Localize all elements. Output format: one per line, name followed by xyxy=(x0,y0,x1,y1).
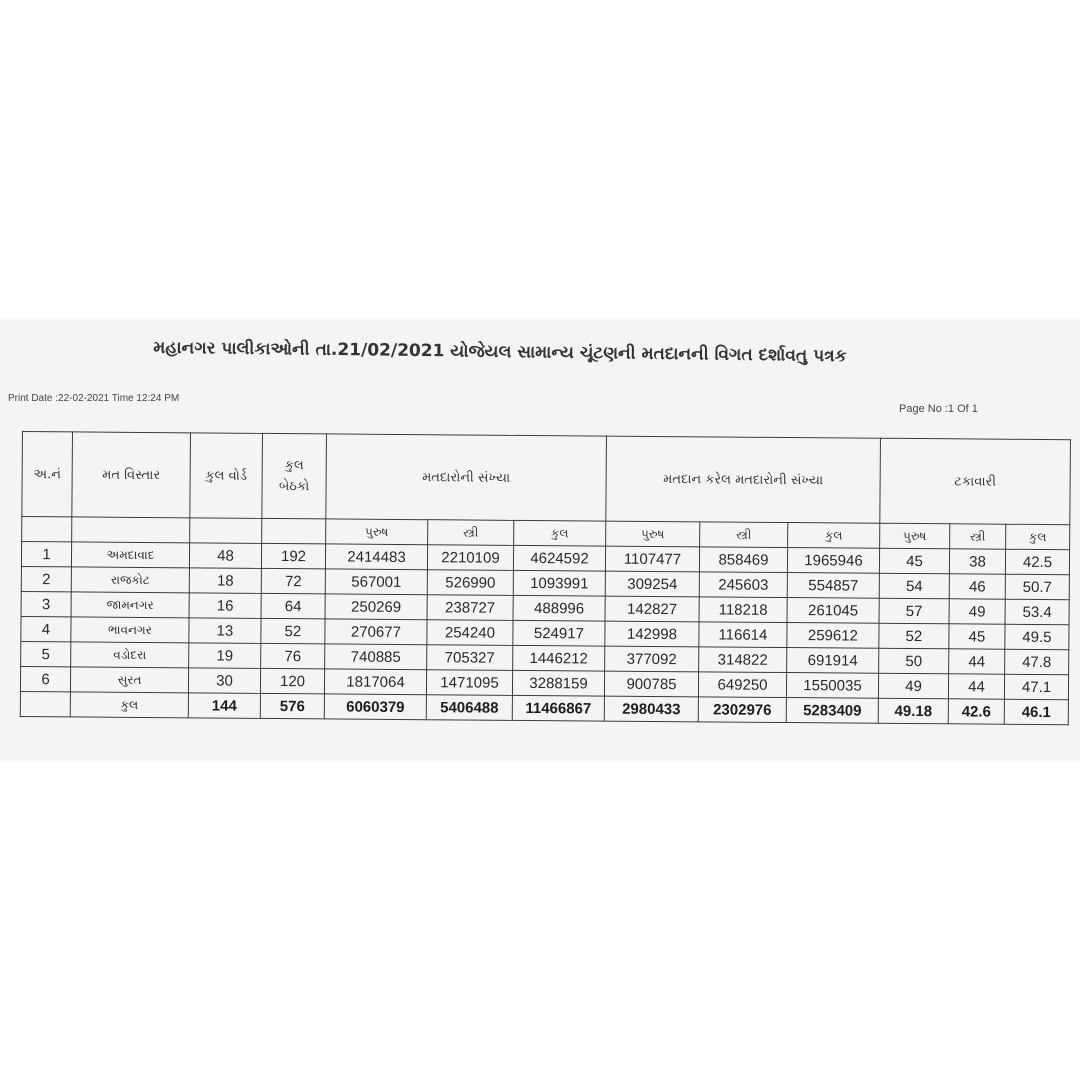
total-pct-male: 49.18 xyxy=(878,698,948,724)
total-seats: 576 xyxy=(260,693,324,719)
cell-voters-male: 250269 xyxy=(325,594,427,620)
total-label: કુલ xyxy=(70,692,188,718)
cell-voters-female: 1471095 xyxy=(426,670,512,696)
cell-pct-total: 47.1 xyxy=(1004,674,1068,700)
total-pct-female: 42.6 xyxy=(948,699,1004,724)
cell-wards: 19 xyxy=(189,643,261,669)
cell-voted-total: 261045 xyxy=(787,598,879,624)
header-row xyxy=(22,432,1071,525)
cell-voted-total: 554857 xyxy=(787,573,879,599)
cell-voters-female: 705327 xyxy=(427,645,513,671)
cell-voted-total: 1550035 xyxy=(786,673,878,699)
cell-seats: 76 xyxy=(261,643,325,669)
total-voted-female: 2302976 xyxy=(698,697,786,723)
cell-voted-total: 691914 xyxy=(787,648,879,674)
cell-serial: 1 xyxy=(21,542,71,567)
cell-pct-male: 54 xyxy=(879,573,949,599)
cell-serial: 3 xyxy=(21,591,71,616)
total-pct-total: 46.1 xyxy=(1004,699,1068,725)
cell-voters-male: 740885 xyxy=(325,644,427,670)
cell-pct-male: 50 xyxy=(879,648,949,674)
cell-voters-total: 4624592 xyxy=(513,545,605,571)
turnout-table xyxy=(20,431,1071,725)
subheader-cell: સ્ત્રી xyxy=(700,522,788,548)
cell-pct-female: 45 xyxy=(949,624,1005,649)
subheader-cell: સ્ત્રી xyxy=(428,520,514,546)
cell-pct-total: 50.7 xyxy=(1005,574,1069,600)
cell-voted-female: 118218 xyxy=(699,597,787,623)
total-voted-total: 5283409 xyxy=(786,698,878,724)
cell-seats: 72 xyxy=(261,568,325,594)
total-voters-male: 6060379 xyxy=(324,694,426,720)
cell-voted-male: 142998 xyxy=(605,621,699,647)
cell-pct-total: 42.5 xyxy=(1005,549,1069,575)
cell-voted-female: 245603 xyxy=(699,572,787,598)
cell-area: અમદાવાદ xyxy=(71,542,189,568)
total-voters-female: 5406488 xyxy=(426,695,512,721)
cell-wards: 13 xyxy=(189,618,261,644)
cell-wards: 30 xyxy=(188,668,260,694)
cell-pct-male: 52 xyxy=(879,623,949,649)
cell-voters-male: 1817064 xyxy=(324,669,426,695)
cell-seats: 120 xyxy=(260,668,324,694)
total-serial xyxy=(20,691,70,716)
cell-voted-female: 649250 xyxy=(698,672,786,698)
cell-voted-female: 314822 xyxy=(699,647,787,673)
cell-voted-total: 1965946 xyxy=(787,548,879,574)
cell-voted-male: 142827 xyxy=(605,596,699,622)
cell-voted-male: 309254 xyxy=(605,571,699,597)
subheader-empty xyxy=(72,517,190,543)
cell-voted-male: 1107477 xyxy=(605,546,699,572)
cell-voters-total: 3288159 xyxy=(512,670,604,696)
document-title: મહાનગર પાલીકાઓની તા.21/02/2021 યોજેયલ સામાન્ય ચૂંટણની મતદાનની વિગત દર્શાવતુ પત્રક xyxy=(153,337,847,367)
cell-voted-female: 116614 xyxy=(699,622,787,648)
header-area: મત વિસ્તાર xyxy=(72,432,191,518)
cell-serial: 2 xyxy=(21,566,71,591)
header-seats-line1: કુલ xyxy=(284,458,304,474)
cell-pct-female: 44 xyxy=(949,649,1005,674)
cell-voted-female: 858469 xyxy=(699,547,787,573)
cell-voters-male: 567001 xyxy=(325,569,427,595)
cell-pct-female: 44 xyxy=(948,674,1004,699)
cell-area: સુરત xyxy=(70,667,188,693)
cell-voters-female: 238727 xyxy=(427,595,513,621)
cell-voted-male: 377092 xyxy=(605,646,699,672)
header-serial: અ.નં xyxy=(22,432,73,517)
cell-wards: 18 xyxy=(189,568,261,594)
cell-voters-female: 2210109 xyxy=(427,545,513,571)
cell-serial: 5 xyxy=(21,641,71,666)
cell-voted-total: 259612 xyxy=(787,623,879,649)
cell-serial: 6 xyxy=(20,666,70,691)
header-percent: ટકાવારી xyxy=(880,438,1071,524)
cell-voters-total: 1093991 xyxy=(513,570,605,596)
turnout-table-wrapper xyxy=(20,431,1072,725)
header-seats xyxy=(262,433,327,519)
total-voters-total: 11466867 xyxy=(512,695,604,721)
cell-pct-male: 57 xyxy=(879,598,949,624)
subheader-empty xyxy=(22,517,72,542)
cell-serial: 4 xyxy=(21,616,71,641)
cell-voters-total: 488996 xyxy=(513,595,605,621)
cell-pct-female: 38 xyxy=(949,549,1005,574)
subheader-cell: કુલ xyxy=(1006,524,1070,550)
header-wards: કુલ વોર્ડ xyxy=(190,433,263,519)
header-voters: મતદારોની સંખ્યા xyxy=(326,434,607,521)
cell-pct-total: 47.8 xyxy=(1005,649,1069,675)
header-seats-line2: બેઠકો xyxy=(278,479,310,495)
cell-seats: 192 xyxy=(261,543,325,569)
subheader-cell: પુરુષ xyxy=(880,523,950,549)
cell-pct-total: 49.5 xyxy=(1005,624,1069,650)
subheader-cell: પુરુષ xyxy=(606,521,700,547)
subheader-empty xyxy=(262,518,326,544)
total-voted-male: 2980433 xyxy=(604,696,698,722)
cell-voters-female: 526990 xyxy=(427,570,513,596)
cell-voters-total: 524917 xyxy=(513,620,605,646)
cell-area: રાજકોટ xyxy=(71,567,189,593)
cell-pct-female: 46 xyxy=(949,574,1005,599)
cell-voters-male: 270677 xyxy=(325,619,427,645)
cell-seats: 64 xyxy=(261,593,325,619)
cell-voted-male: 900785 xyxy=(604,671,698,697)
cell-voters-total: 1446212 xyxy=(513,645,605,671)
cell-pct-total: 53.4 xyxy=(1005,599,1069,625)
cell-voters-female: 254240 xyxy=(427,620,513,646)
cell-pct-male: 45 xyxy=(879,548,949,574)
subheader-cell: કુલ xyxy=(514,520,606,546)
cell-area: જામનગર xyxy=(71,592,189,618)
cell-voters-male: 2414483 xyxy=(325,544,427,570)
subheader-cell: પુરુષ xyxy=(326,519,428,545)
subheader-cell: કુલ xyxy=(788,523,880,549)
cell-wards: 48 xyxy=(189,543,261,569)
cell-pct-female: 49 xyxy=(949,599,1005,624)
subheader-empty xyxy=(190,518,262,544)
print-date: Print Date :22-02-2021 Time 12:24 PM xyxy=(8,393,180,404)
page-number: Page No :1 Of 1 xyxy=(899,403,978,415)
cell-area: વડોદરા xyxy=(71,642,189,668)
document-page xyxy=(0,320,1080,760)
cell-wards: 16 xyxy=(189,593,261,619)
cell-pct-male: 49 xyxy=(878,673,948,699)
header-voted: મતદાન કરેલ મતદારોની સંખ્યા xyxy=(606,436,881,523)
cell-seats: 52 xyxy=(261,618,325,644)
total-wards: 144 xyxy=(188,693,260,719)
cell-area: ભાવનગર xyxy=(71,617,189,643)
subheader-cell: સ્ત્રી xyxy=(950,524,1006,549)
